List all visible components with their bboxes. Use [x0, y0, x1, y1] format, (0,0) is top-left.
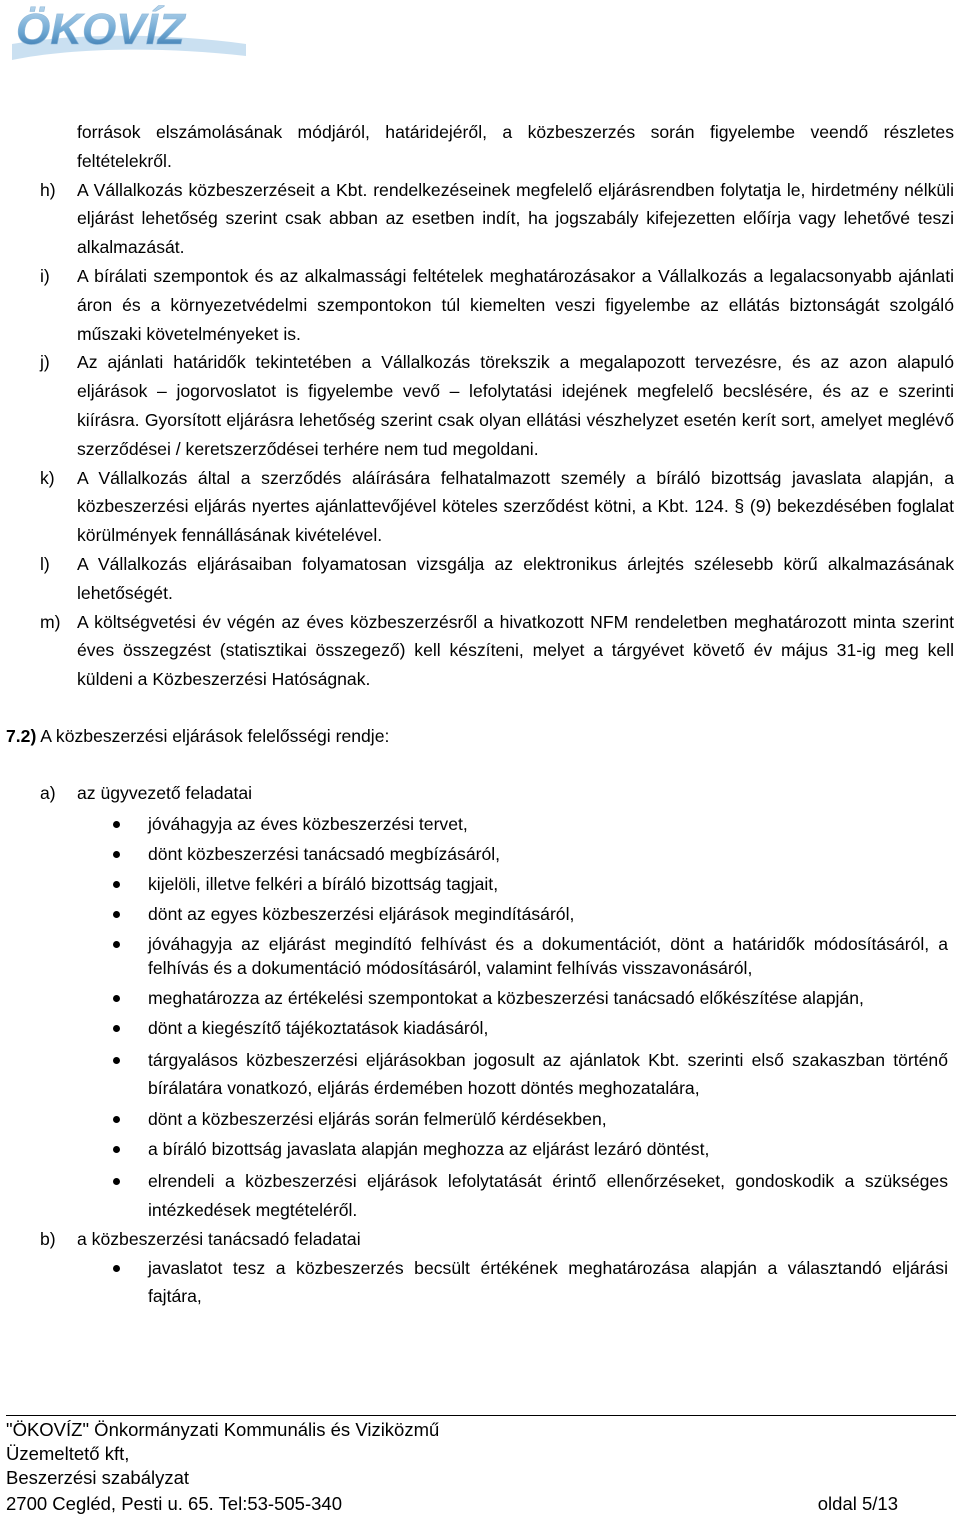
item-text: A Vállalkozás közbeszerzéseit a Kbt. rendelkezéseinek megfelelő eljárásrendben folytatja le, hirdetmény nélküli eljárást lehetőség szerint csak abban az esetben indít, ha jogszabály kifejezetten előírja vagy lehetővé teszi alkalmazását. — [77, 179, 954, 258]
item-marker: h) — [40, 179, 56, 200]
item-text: A bírálati szempontok és az alkalmassági feltételek meghatározásakor a Vállalkozás a legalacsonyabb ajánlati áron és a környezetvédelmi szempontokon túl kiemelten veszi figyelembe az ellátás biztonságát szolgáló műszaki követelményeket is. — [77, 265, 954, 344]
logo-graphic — [10, 4, 250, 66]
subsection-title: az ügyvezető feladatai — [77, 782, 253, 803]
footer-company-name: "ÖKOVÍZ" Önkormányzati Kommunális és Viziközmű — [6, 1419, 440, 1440]
company-logo — [10, 4, 250, 66]
bullet-item: elrendeli a közbeszerzési eljárások lefolytatását érintő ellenőrzéseket, gondoskodik a szükséges intézkedések megtételéről. — [0, 1167, 960, 1225]
item-marker: k) — [40, 467, 55, 488]
item-marker: j) — [40, 352, 50, 373]
item-text: A Vállalkozás által a szerződés aláírására felhatalmazott személy a bíráló bizottság javaslata alapján, a közbeszerzési eljárás nyertes ajánlattevőjével köteles szerződést kötni, a Kbt. 124. § (9) bekezdésében foglalat körülmények fennállásának kivételével. — [77, 467, 954, 546]
document-body — [0, 118, 960, 1311]
subsection-marker: a) — [40, 782, 56, 803]
list-item-m — [0, 608, 960, 694]
bullet-item: dönt az egyes közbeszerzési eljárások megindításáról, — [0, 902, 960, 926]
bullet-item: dönt a közbeszerzési eljárás során felmerülő kérdésekben, — [0, 1107, 960, 1131]
footer-address: 2700 Cegléd, Pesti u. 65. Tel:53-505-340 — [6, 1493, 342, 1514]
bullet-list-b — [0, 1254, 960, 1312]
item-marker: i) — [40, 265, 50, 286]
bullet-item: dönt közbeszerzési tanácsadó megbízásáról, — [0, 842, 960, 866]
bullet-item: dönt a kiegészítő tájékoztatások kiadásáról, — [0, 1016, 960, 1040]
item-marker: m) — [40, 611, 61, 632]
subsection-marker: b) — [40, 1228, 56, 1249]
footer-document-title: Beszerzési szabályzat — [6, 1467, 190, 1488]
subsection-b — [0, 1225, 960, 1254]
footer-divider — [6, 1415, 956, 1416]
bullet-item: tárgyalásos közbeszerzési eljárásokban jogosult az ajánlatok Kbt. szerinti első szakaszban történő bírálatára vonatkozó, eljárás érdemében hozott döntés meghozatalára, — [0, 1046, 960, 1104]
section-heading — [0, 722, 960, 751]
list-item-continuation — [0, 118, 960, 176]
list-item-i — [0, 262, 960, 348]
section-number: 7.2) — [6, 725, 37, 746]
bullet-item: jóváhagyja az eljárást megindító felhívást és a dokumentációt, dönt a határidők módosításáról, a felhívás és a dokumentáció módosításáról, valamint felhívás visszavonásáról, — [0, 932, 960, 980]
list-item-j — [0, 348, 960, 463]
bullet-item: javaslatot tesz a közbeszerzés becsült értékének meghatározása alapján a választandó eljárási fajtára, — [0, 1254, 960, 1312]
item-marker: l) — [40, 553, 50, 574]
item-text: A Vállalkozás eljárásaiban folyamatosan vizsgálja az elektronikus árlejtés szélesebb körű alkalmazásának lehetőségét. — [77, 553, 954, 603]
bullet-list-a — [0, 812, 960, 1225]
list-item-k — [0, 464, 960, 550]
section-title: A közbeszerzési eljárások felelősségi rendje: — [40, 725, 390, 746]
bullet-item: meghatározza az értékelési szempontokat a közbeszerzési tanácsadó előkészítése alapján, — [0, 986, 960, 1010]
bullet-item: a bíráló bizottság javaslata alapján meghozza az eljárást lezáró döntést, — [0, 1137, 960, 1161]
footer-company-type: Üzemeltető kft, — [6, 1443, 130, 1464]
list-item-h — [0, 176, 960, 262]
page-number: oldal 5/13 — [817, 1493, 898, 1514]
item-text: A költségvetési év végén az éves közbeszerzésről a hivatkozott NFM rendeletben meghatározott minta szerint éves összegzést (statisztikai összegező) kell készíteni, melyet a tárgyévet követő év május 31-ig meg kell küldeni a Közbeszerzési Hatóságnak. — [77, 611, 954, 690]
subsection-a — [0, 779, 960, 808]
logo-text: ÖKOVÍZ — [16, 5, 185, 54]
page-footer — [0, 1415, 960, 1518]
bullet-item: jóváhagyja az éves közbeszerzési tervet, — [0, 812, 960, 836]
item-text: források elszámolásának módjáról, határidejéről, a közbeszerzés során figyelembe veendő részletes feltételekről. — [77, 122, 954, 171]
item-text: Az ajánlati határidők tekintetében a Vállalkozás törekszik a megalapozott tervezésre, és az azon alapuló eljárások – jogorvoslatot is figyelembe vevő – lefolytatási idejének megfelelő becslésére, és az e szerinti kiírásra. Gyorsított eljárásra lehetőség szerint csak olyan ellátási vészhelyzet esetén kerít sort, amelyet meglévő szerződései / keretszerződései terhére nem tud megoldani. — [77, 352, 954, 459]
bullet-item: kijelöli, illetve felkéri a bíráló bizottság tagjait, — [0, 872, 960, 896]
subsection-title: a közbeszerzési tanácsadó feladatai — [77, 1228, 361, 1249]
list-item-l — [0, 550, 960, 608]
